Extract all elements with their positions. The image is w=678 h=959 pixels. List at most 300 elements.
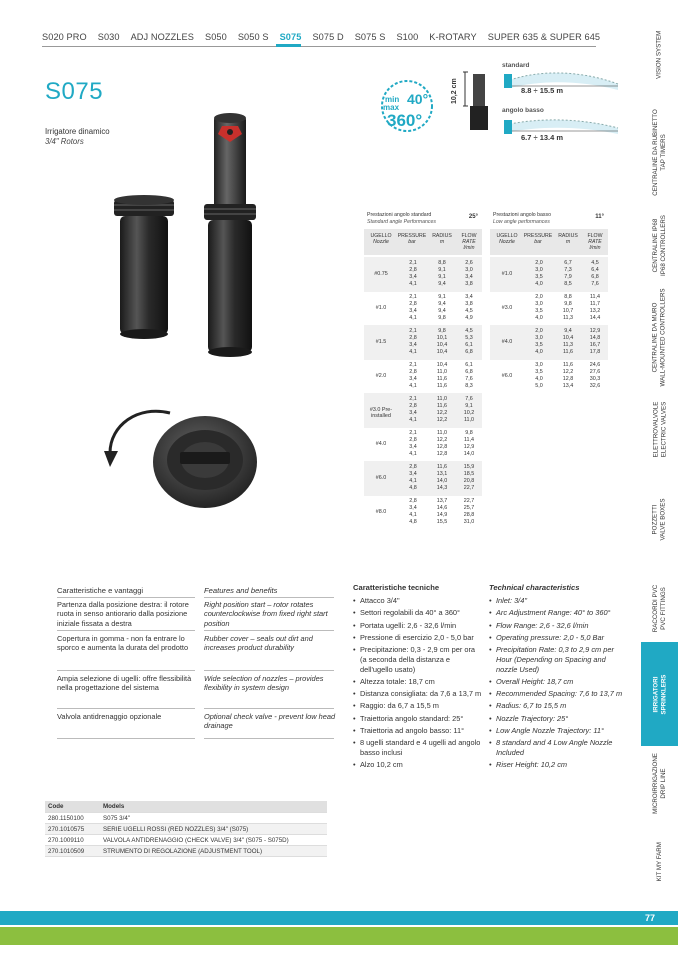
nozzle-size: #1.0 xyxy=(501,271,513,277)
perf-value: 9,8 xyxy=(465,430,473,436)
feature-it: Ampia selezione di ugelli: offre flessibilità nella progettazione del sistema xyxy=(57,674,192,693)
perf-col-radius xyxy=(428,430,456,458)
nozzle-size: #6.0 xyxy=(501,373,513,379)
sidebar-item-kit-my-farm[interactable] xyxy=(641,822,678,902)
tech-item: • Arc Adjustment Range: 40° to 360° xyxy=(489,608,629,618)
perf-col-radius xyxy=(428,396,456,424)
nav-item-s075[interactable]: S075 xyxy=(279,32,302,42)
sidebar-label-line1: MICROIRRIGAZIONE xyxy=(652,752,660,814)
product-model: STRUMENTO DI REGOLAZIONE (ADJUSTMENT TOOL) xyxy=(103,848,263,855)
perf-value: 4,5 xyxy=(465,308,473,314)
col-header-line: RADIUS xyxy=(432,233,452,239)
sidebar-item-label xyxy=(652,498,667,540)
perf-value: 3,4 xyxy=(409,505,417,511)
perf-value: 11,6 xyxy=(562,362,574,368)
tech-item: • Attacco 3/4" xyxy=(353,596,483,606)
perf-value: 4,1 xyxy=(409,349,417,355)
perf-value: 10,2 xyxy=(463,410,475,416)
perf-value: 11,6 xyxy=(436,376,448,382)
perf-value: 4,1 xyxy=(409,478,417,484)
perf-value: 8,8 xyxy=(564,294,572,300)
col-header-nozzle xyxy=(364,233,398,245)
perf-value: 2,8 xyxy=(409,301,417,307)
riser-height-label: 10,2 cm xyxy=(451,78,458,104)
perf-value: 6,4 xyxy=(591,267,599,273)
feature-en: Wide selection of nozzles – provides flexibility in system design xyxy=(204,674,324,693)
perf-row xyxy=(364,495,482,530)
perf-row xyxy=(364,393,482,428)
product-model: VALVOLA ANTIDRENAGGIO (CHECK VALVE) 3/4" (S075 - S075D) xyxy=(103,837,289,844)
perf-col-flow xyxy=(582,328,608,356)
sidebar-item-irrigatori[interactable] xyxy=(641,642,678,746)
perf-col-radius xyxy=(554,362,582,390)
col-header-line: bar xyxy=(408,239,416,246)
sidebar-item-label xyxy=(652,288,667,386)
perf-value: 2,1 xyxy=(409,430,417,436)
perf-value: 4,1 xyxy=(409,512,417,518)
perf-value: 7,6 xyxy=(465,376,473,382)
tech-item: • 8 ugelli standard e 4 ugelli ad angolo basso inclusi xyxy=(353,738,483,757)
nav-divider xyxy=(42,46,596,47)
perf-value: 25,7 xyxy=(463,505,475,511)
perf-value: 3,4 xyxy=(409,274,417,280)
category-sidebar xyxy=(641,0,678,930)
perf-value: 3,4 xyxy=(465,294,473,300)
sidebar-label-line1: CENTRALINE DA RUBINETTO xyxy=(652,108,659,196)
perf-col-flow xyxy=(456,430,482,458)
perf-value: 28,8 xyxy=(463,512,475,518)
perf-value: 4,1 xyxy=(409,281,417,287)
perf-value: 2,0 xyxy=(535,294,543,300)
badge-min-label: min xyxy=(385,95,400,104)
tech-heading-it: Caratteristiche tecniche xyxy=(353,583,440,592)
tech-item: • Altezza totale: 18,7 cm xyxy=(353,677,483,687)
sidebar-item-elettrovalvole[interactable] xyxy=(641,394,678,464)
perf-value: 10,4 xyxy=(436,342,448,348)
perf-value: 12,2 xyxy=(436,410,448,416)
perf-title-en: Low angle performances xyxy=(493,218,550,225)
perf-col-radius xyxy=(428,294,456,322)
feature-it: Partenza dalla posizione destra: il rotore ruota in senso antiorario dalla posizione iniziale fissata a destra xyxy=(57,600,189,628)
perf-value: 3,4 xyxy=(409,308,417,314)
col-header-flow xyxy=(456,233,482,252)
low-angle-performance-table xyxy=(490,210,608,390)
perf-col-radius xyxy=(428,362,456,390)
perf-value: 4,9 xyxy=(465,315,473,321)
tech-item: • Nozzle Trajectory: 25° xyxy=(489,714,629,724)
nav-active-underline xyxy=(276,44,301,47)
standard-label: standard xyxy=(502,62,530,69)
perf-col-flow xyxy=(456,260,482,288)
perf-value: 18,5 xyxy=(463,471,475,477)
perf-value: 6,1 xyxy=(465,342,473,348)
perf-value: 4,0 xyxy=(535,315,543,321)
perf-value: 2,8 xyxy=(409,437,417,443)
nozzle-size: #6.0 xyxy=(375,475,387,481)
perf-value: 15,9 xyxy=(463,464,475,470)
perf-value: 9,4 xyxy=(438,301,446,307)
perf-value: 3,0 xyxy=(535,335,543,341)
perf-value: 17,8 xyxy=(589,349,601,355)
nozzle-size: #4.0 xyxy=(501,339,513,345)
col-header-line: RADIUS xyxy=(558,233,578,239)
perf-row xyxy=(364,461,482,496)
perf-value: 11,0 xyxy=(463,417,475,423)
sidebar-item-centraline-ip68[interactable] xyxy=(641,210,678,280)
perf-table-title xyxy=(367,212,436,225)
perf-value: 9,1 xyxy=(438,294,446,300)
perf-value: 2,0 xyxy=(535,260,543,266)
tech-item: • Radius: 6,7 to 15,5 m xyxy=(489,701,629,711)
perf-value: 2,1 xyxy=(409,362,417,368)
perf-value: 6,8 xyxy=(591,274,599,280)
perf-col-flow xyxy=(456,498,482,526)
perf-value: 11,3 xyxy=(562,342,574,348)
perf-value: 10,1 xyxy=(436,335,448,341)
sidebar-item-label xyxy=(652,401,667,457)
feature-it: Valvola antidrenaggio opzionale xyxy=(57,712,162,721)
perf-col-pressure xyxy=(398,260,428,288)
perf-row xyxy=(364,325,482,360)
sidebar-item-pozzetti[interactable] xyxy=(641,466,678,572)
perf-value: 22,7 xyxy=(463,485,475,491)
perf-value: 14,9 xyxy=(436,512,448,518)
tech-item: • Riser Height: 10,2 cm xyxy=(489,760,629,770)
feature-divider xyxy=(57,597,195,598)
perf-value: 12,2 xyxy=(436,437,448,443)
perf-value: 10,4 xyxy=(562,335,574,341)
subtitle-en: 3/4" Rotors xyxy=(45,137,84,146)
perf-value: 3,5 xyxy=(535,342,543,348)
perf-value: 4,5 xyxy=(591,260,599,266)
perf-value: 11,6 xyxy=(436,383,448,389)
perf-value: 2,8 xyxy=(409,464,417,470)
perf-value: 11,0 xyxy=(436,396,448,402)
perf-value: 3,4 xyxy=(409,471,417,477)
perf-value: 4,1 xyxy=(409,315,417,321)
sidebar-item-raccordi-pvc[interactable] xyxy=(641,574,678,642)
sidebar-item-label xyxy=(652,753,667,814)
perf-col-radius xyxy=(554,260,582,288)
col-header-line: m xyxy=(565,239,571,246)
perf-col-pressure xyxy=(524,328,554,356)
perf-value: 7,6 xyxy=(591,281,599,287)
perf-value: 12,8 xyxy=(436,444,448,450)
perf-value: 8,3 xyxy=(465,383,473,389)
perf-row xyxy=(364,359,482,394)
tech-item: • Distanza consigliata: da 7,6 a 13,7 m xyxy=(353,689,483,699)
nav-item-s050[interactable]: S050 xyxy=(204,32,227,42)
sidebar-label-line2: TAP TIMERS xyxy=(659,133,667,171)
col-header-pressure xyxy=(522,233,554,245)
nav-item-s075-d[interactable]: S075 D xyxy=(312,32,344,42)
feature-divider xyxy=(204,670,334,671)
sidebar-item-label xyxy=(652,674,667,714)
perf-value: 3,0 xyxy=(535,301,543,307)
perf-value: 6,1 xyxy=(465,362,473,368)
product-code: 270.1010575 xyxy=(48,826,85,833)
col-header-line: FLOW xyxy=(587,233,603,239)
sidebar-item-label xyxy=(656,31,664,79)
page-number: 77 xyxy=(645,913,656,923)
perf-col-flow xyxy=(582,294,608,322)
nav-item-s030[interactable]: S030 xyxy=(97,32,120,42)
perf-value: 5,0 xyxy=(535,383,543,389)
nav-item-s020-pro[interactable]: S020 PRO xyxy=(42,32,87,42)
perf-value: 2,8 xyxy=(409,335,417,341)
nav-item-s100[interactable]: S100 xyxy=(396,32,419,42)
product-code: 270.1009110 xyxy=(48,837,84,844)
perf-value: 4,5 xyxy=(465,328,473,334)
tech-item: • Precipitation Rate: 0,3 to 2,9 cm per Hour (Depending on Spacing and nozzle Used) xyxy=(489,645,629,674)
perf-value: 12,8 xyxy=(562,376,574,382)
perf-value: 8,8 xyxy=(438,260,446,266)
perf-value: 9,4 xyxy=(564,328,572,334)
perf-value: 30,3 xyxy=(589,376,601,382)
nozzle-size: #3.0 xyxy=(501,305,513,311)
perf-value: 13,7 xyxy=(436,498,448,504)
perf-value: 6,8 xyxy=(465,369,473,375)
perf-value: 3,5 xyxy=(535,308,543,314)
perf-value: 14,4 xyxy=(589,315,601,321)
perf-value: 11,6 xyxy=(562,349,574,355)
col-header-line: bar xyxy=(534,239,542,246)
perf-value: 12,2 xyxy=(436,417,448,423)
nozzle-size: #1.0 xyxy=(375,305,387,311)
tech-item: • Pressione di esercizio 2,0 - 5,0 bar xyxy=(353,633,483,643)
badge-max-angle: 360° xyxy=(387,111,423,130)
perf-title-it: Prestazioni angolo standard xyxy=(367,212,432,218)
perf-value: 31,0 xyxy=(463,519,475,525)
perf-col-radius xyxy=(428,498,456,526)
tech-item: • Traiettoria angolo standard: 25° xyxy=(353,714,483,724)
perf-value: 14,0 xyxy=(463,451,475,457)
col-header-radius xyxy=(554,233,582,245)
perf-value: 9,1 xyxy=(465,403,473,409)
perf-col-pressure xyxy=(398,396,428,424)
perf-col-pressure xyxy=(398,430,428,458)
perf-row xyxy=(364,291,482,326)
nav-item-s050-s[interactable]: S050 S xyxy=(237,32,269,42)
perf-row xyxy=(490,291,608,326)
perf-value: 2,1 xyxy=(409,328,417,334)
tech-item: • Flow Range: 2,6 - 32,6 l/min xyxy=(489,621,629,631)
perf-value: 8,5 xyxy=(564,281,572,287)
feature-en: Right position start – rotor rotates counterclockwise from fixed right start position xyxy=(204,600,328,628)
sidebar-label-line2: PVC FITTINGS xyxy=(659,586,667,630)
perf-value: 2,8 xyxy=(409,403,417,409)
sprinkler-popup-image xyxy=(108,108,258,398)
perf-value: 12,9 xyxy=(589,328,601,334)
perf-value: 3,5 xyxy=(535,369,543,375)
sidebar-item-microirrigazione[interactable] xyxy=(641,748,678,818)
perf-col-pressure xyxy=(398,362,428,390)
perf-value: 3,0 xyxy=(535,362,543,368)
nav-item-adj-nozzles[interactable]: ADJ NOZZLES xyxy=(130,32,194,42)
perf-value: 4,8 xyxy=(409,485,417,491)
perf-col-flow xyxy=(582,260,608,288)
feature-divider xyxy=(204,597,334,598)
sidebar-label-line2: WALL-MOUNTED CONTROLLERS xyxy=(659,287,667,387)
perf-col-flow xyxy=(456,294,482,322)
perf-col-flow xyxy=(456,328,482,356)
perf-value: 4,1 xyxy=(409,451,417,457)
low-angle-range: 6.7 ÷ 13.4 m xyxy=(521,133,564,142)
perf-value: 32,6 xyxy=(589,383,601,389)
badge-max-label: max xyxy=(383,103,400,112)
perf-col-radius xyxy=(554,294,582,322)
tech-item: • 8 standard and 4 Low Angle Nozzle Included xyxy=(489,738,629,757)
perf-value: 9,1 xyxy=(438,267,446,273)
tech-item: • Raggio: da 6,7 a 15,5 m xyxy=(353,701,483,711)
nav-item-s075-s[interactable]: S075 S xyxy=(354,32,386,42)
arc-range-badge xyxy=(373,78,441,133)
tech-item: • Low Angle Nozzle Trajectory: 11° xyxy=(489,726,629,736)
perf-value: 4,1 xyxy=(409,383,417,389)
perf-value: 14,6 xyxy=(436,505,448,511)
product-subtitle xyxy=(45,127,110,147)
tech-item: • Precipitazione: 0,3 - 2,9 cm per ora (a seconda della distanza e dell'ugello usato) xyxy=(353,645,483,674)
perf-table-header xyxy=(364,210,482,226)
perf-value: 10,4 xyxy=(436,349,448,355)
perf-value: 13,1 xyxy=(436,471,448,477)
perf-value: 13,2 xyxy=(589,308,601,314)
sidebar-label-line2: DRIP LINE xyxy=(659,767,667,799)
perf-value: 12,2 xyxy=(562,369,574,375)
feature-en: Optional check valve - prevent low head drainage xyxy=(204,712,336,731)
col-header-line: RATE xyxy=(462,239,476,246)
perf-row xyxy=(490,325,608,360)
product-code: 270.1010509 xyxy=(48,848,85,855)
nozzle-size: #8.0 xyxy=(375,509,387,515)
sidebar-label-line2: SPRINKLERS xyxy=(659,674,667,714)
perf-value: 9,4 xyxy=(438,308,446,314)
top-navigation xyxy=(42,28,601,46)
perf-value: 4,8 xyxy=(409,519,417,525)
perf-value: 9,1 xyxy=(438,274,446,280)
perf-col-pressure xyxy=(524,260,554,288)
badge-min-angle: 40° xyxy=(407,91,429,107)
perf-value: 3,4 xyxy=(409,342,417,348)
sidebar-item-vision-system[interactable] xyxy=(641,20,678,90)
col-header-line: PRESSURE xyxy=(397,233,427,239)
col-header-line: UGELLO xyxy=(496,233,518,239)
col-header-flow xyxy=(582,233,608,252)
col-header-radius xyxy=(428,233,456,245)
perf-value: 3,0 xyxy=(535,267,543,273)
col-header-nozzle xyxy=(490,233,524,245)
perf-row xyxy=(364,257,482,292)
footer-blue-bar xyxy=(0,911,678,925)
sidebar-label-line1: KIT MY FARM xyxy=(655,842,663,882)
nozzle-size: #1.5 xyxy=(375,339,387,345)
feature-divider xyxy=(57,670,195,671)
perf-value: 12,9 xyxy=(463,444,475,450)
tech-item: • Overall Height: 18,7 cm xyxy=(489,677,629,687)
perf-value: 6,7 xyxy=(564,260,572,266)
perf-value: 3,0 xyxy=(465,267,473,273)
perf-col-pressure xyxy=(398,464,428,492)
perf-value: 22,7 xyxy=(463,498,475,504)
sidebar-label-line2: ELECTRIC VALVES xyxy=(659,401,667,457)
perf-value: 4,1 xyxy=(409,417,417,423)
perf-col-pressure xyxy=(398,498,428,526)
perf-col-flow xyxy=(456,396,482,424)
perf-angle: 11° xyxy=(595,214,604,220)
tech-item: • Recommended Spacing: 7,6 to 13,7 m xyxy=(489,689,629,699)
perf-value: 3,5 xyxy=(535,274,543,280)
feature-divider xyxy=(57,630,195,631)
perf-value: 3,8 xyxy=(465,281,473,287)
feature-it: Copertura in gomma - non fa entrare lo sporco e aumenta la durata del prodotto xyxy=(57,634,189,653)
nav-item-k-rotary[interactable]: K-ROTARY xyxy=(429,32,477,42)
perf-value: 11,4 xyxy=(589,294,601,300)
perf-value: 10,7 xyxy=(562,308,574,314)
page-title: S075 xyxy=(45,78,104,105)
sidebar-item-label xyxy=(652,584,667,631)
perf-table-title xyxy=(493,212,551,225)
perf-row xyxy=(490,359,608,394)
perf-value: 7,3 xyxy=(564,267,572,273)
perf-value: 2,8 xyxy=(409,267,417,273)
nozzle-size: #3.0 Pre-installed xyxy=(369,407,393,420)
nozzle-size: #2.0 xyxy=(375,373,387,379)
col-header-line: Nozzle xyxy=(373,239,389,246)
features-heading-en: Features and benefits xyxy=(204,586,278,595)
perf-value: 10,4 xyxy=(436,362,448,368)
perf-value: 7,9 xyxy=(564,274,572,280)
perf-value: 2,6 xyxy=(465,260,473,266)
perf-value: 11,6 xyxy=(436,464,448,470)
code-table-row xyxy=(45,835,327,846)
tech-item: • Traiettoria ad angolo basso: 11° xyxy=(353,726,483,736)
sidebar-label-line1: CENTRALINE IP68 xyxy=(652,218,659,272)
product-code-table xyxy=(45,801,327,857)
tech-item: • Inlet: 3/4" xyxy=(489,596,629,606)
models-header: Models xyxy=(103,803,125,810)
col-header-line: UGELLO xyxy=(370,233,392,239)
perf-value: 2,1 xyxy=(409,396,417,402)
subtitle-it: Irrigatore dinamico xyxy=(45,127,110,136)
perf-value: 16,7 xyxy=(589,342,601,348)
sidebar-item-label xyxy=(656,842,664,881)
perf-value: 9,8 xyxy=(564,301,572,307)
perf-row xyxy=(364,427,482,462)
sidebar-label-line2: VALVE BOXES xyxy=(659,497,667,541)
perf-column-headers xyxy=(364,229,482,255)
perf-value: 11,3 xyxy=(562,315,574,321)
perf-value: 2,1 xyxy=(409,294,417,300)
sidebar-item-label xyxy=(652,109,667,196)
nav-item-super-635-super-645[interactable]: SUPER 635 & SUPER 645 xyxy=(487,32,601,42)
perf-value: 4,0 xyxy=(535,349,543,355)
perf-value: 15,5 xyxy=(436,519,448,525)
perf-value: 11,0 xyxy=(436,430,448,436)
sidebar-item-centraline-da-muro[interactable] xyxy=(641,282,678,392)
col-header-line: PRESSURE xyxy=(523,233,553,239)
perf-col-radius xyxy=(428,260,456,288)
perf-col-radius xyxy=(428,464,456,492)
perf-value: 11,7 xyxy=(589,301,601,307)
perf-col-flow xyxy=(456,464,482,492)
perf-value: 20,8 xyxy=(463,478,475,484)
low-angle-label: angolo basso xyxy=(502,107,544,114)
nozzle-size: #0.75 xyxy=(374,271,388,277)
perf-value: 3,4 xyxy=(409,444,417,450)
perf-title-it: Prestazioni angolo basso xyxy=(493,212,551,218)
sidebar-item-centraline-da-rubinetto[interactable] xyxy=(641,96,678,208)
perf-value: 9,4 xyxy=(438,281,446,287)
